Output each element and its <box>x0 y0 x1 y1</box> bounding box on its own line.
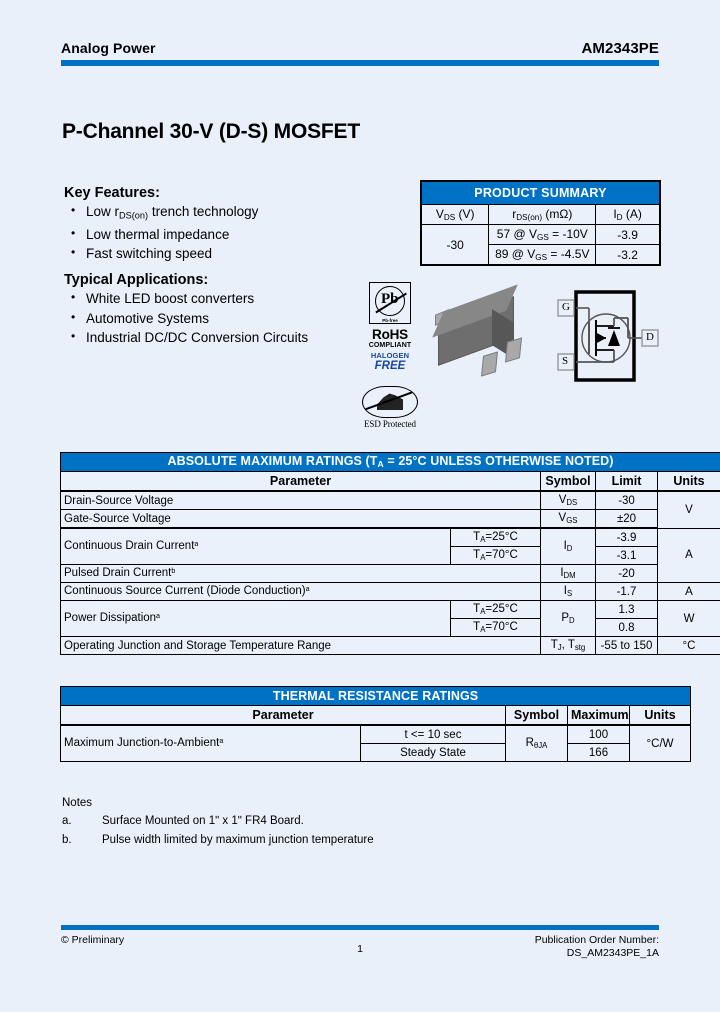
units-c: °C <box>658 637 720 655</box>
publication-order-label: Publication Order Number: <box>534 934 659 946</box>
product-summary-col-rdson: $r_{DS(on)}$ (mΩ) <box>489 205 596 225</box>
free-label: FREE <box>374 360 406 372</box>
list-item <box>64 225 394 244</box>
abs-max-banner: ABSOLUTE MAXIMUM RATINGS ($T_A = 25^\circ C$ UNLESS OTHERWISE NOTED) <box>61 453 720 472</box>
product-summary-col-vds: $V_{DS}$ (V) <box>422 205 489 225</box>
table-header-row <box>61 706 691 726</box>
list-item <box>64 244 394 263</box>
col-units: Units <box>630 706 691 726</box>
col-parameter: Parameter <box>61 472 541 492</box>
footer-left: © Preliminary <box>61 934 125 946</box>
typical-applications-heading: Typical Applications: <box>64 272 209 288</box>
compliant-label: COMPLIANT <box>368 342 412 349</box>
symbol-pd: $P_D$ <box>541 601 596 637</box>
table-row <box>61 565 720 583</box>
product-summary-id-2: -3.2 <box>596 245 660 265</box>
page-header <box>61 40 659 66</box>
esd-label: ESD Protected <box>364 419 416 429</box>
product-summary-id-1: -3.9 <box>596 225 660 245</box>
table-row <box>61 528 720 547</box>
absolute-maximum-ratings-table <box>60 452 705 655</box>
condition-ta70-pd: $T_A=70^\circ C$ <box>451 619 541 637</box>
feature-text: Low r <box>86 204 120 219</box>
feature-subscript: DS(on) <box>119 210 149 221</box>
table-header-row <box>61 472 720 492</box>
company-name: Analog Power <box>61 40 156 56</box>
product-summary-vds-value: -30 <box>422 225 489 265</box>
page-number: 1 <box>357 943 363 955</box>
units-a-2: A <box>658 583 720 601</box>
table-row <box>61 510 720 529</box>
param-continuous-drain-current: Continuous Drain Current$^a$ <box>61 528 451 565</box>
note-item <box>62 812 562 831</box>
limit-vds: -30 <box>596 491 658 510</box>
thermal-banner: THERMAL RESISTANCE RATINGS <box>61 687 691 706</box>
pin-label-drain: D <box>646 331 654 343</box>
limit-id-70: -3.1 <box>596 547 658 565</box>
pb-free-icon: Pb Pb-free <box>369 282 411 324</box>
col-symbol: Symbol <box>541 472 596 492</box>
table-row <box>422 225 660 245</box>
limit-id-25: -3.9 <box>596 528 658 547</box>
param-continuous-source-current: Continuous Source Current (Diode Conduction)$^a$ <box>61 583 541 601</box>
limit-idm: -20 <box>596 565 658 583</box>
table-row <box>61 583 720 601</box>
table-row <box>61 637 720 655</box>
limit-temp-range: -55 to 150 <box>596 637 658 655</box>
product-summary-rdson-2: 89 @ $V_{GS} = -4.5V$ <box>489 245 596 265</box>
page-title: P-Channel 30-V (D-S) MOSFET <box>62 120 360 143</box>
param-operating-junction: Operating Junction and Storage Temperature Range <box>61 637 541 655</box>
limit-is: -1.7 <box>596 583 658 601</box>
table-row <box>61 491 720 510</box>
max-166: 166 <box>568 744 630 762</box>
symbol-vds: $V_{DS}$ <box>541 491 596 510</box>
list-item: • Industrial DC/DC Conversion Circuits <box>64 328 404 348</box>
key-features-heading: Key Features: <box>64 185 160 201</box>
symbol-vgs: $V_{GS}$ <box>541 510 596 529</box>
halogen-label: HALOGEN <box>370 351 410 360</box>
list-item: • Automotive Systems <box>64 309 404 329</box>
max-100: 100 <box>568 725 630 744</box>
param-max-junction-to-ambient: Maximum Junction-to-Ambient$^a$ <box>61 725 361 762</box>
compliance-logos <box>358 282 422 429</box>
note-text: Surface Mounted on 1ʺ x 1ʺ FR4 Board. <box>102 815 304 827</box>
col-units: Units <box>658 472 720 492</box>
feature-text-post: trench technology <box>148 204 259 219</box>
note-text: Pulse width limited by maximum junction temperature <box>102 834 374 846</box>
table-row <box>61 725 691 744</box>
footer-rule <box>61 925 659 930</box>
param-gate-source-voltage: Gate-Source Voltage <box>61 510 541 529</box>
list-item: • White LED boost converters <box>64 289 404 309</box>
key-features-list <box>64 202 394 263</box>
part-number: AM2343PE <box>581 40 659 57</box>
condition-10sec: t <= 10 sec <box>361 725 506 744</box>
pin-label-source: S <box>562 355 569 367</box>
param-pulsed-drain-current: Pulsed Drain Current$^b$ <box>61 565 541 583</box>
feature-text: Fast switching speed <box>86 246 213 262</box>
thermal-resistance-ratings-table <box>60 686 676 762</box>
package-photo-icon <box>430 292 540 384</box>
col-parameter: Parameter <box>61 706 506 726</box>
col-maximum: Maximum <box>568 706 630 726</box>
note-label: a. <box>62 815 72 827</box>
product-summary-rdson-1: 57 @ $V_{GS} = -10V$ <box>489 225 596 245</box>
page-footer <box>61 925 659 960</box>
limit-pd-70: 0.8 <box>596 619 658 637</box>
param-power-dissipation: Power Dissipation$^a$ <box>61 601 451 637</box>
product-summary-table <box>420 180 661 266</box>
symbol-id: $I_D$ <box>541 528 596 565</box>
units-cw: °C/W <box>630 725 691 762</box>
condition-steady-state: Steady State <box>361 744 506 762</box>
col-limit: Limit <box>596 472 658 492</box>
col-symbol: Symbol <box>506 706 568 726</box>
symbol-tj-tstg: $T_J$, $T_{stg}$ <box>541 637 596 655</box>
feature-text: Low thermal impedance <box>86 227 230 243</box>
symbol-idm: $I_{DM}$ <box>541 565 596 583</box>
publication-order-number: DS_AM2343PE_1A <box>566 947 659 959</box>
units-w: W <box>658 601 720 637</box>
condition-ta70-id: $T_A=70^\circ C$ <box>451 547 541 565</box>
param-drain-source-voltage: Drain-Source Voltage <box>61 491 541 510</box>
symbol-is: $I_S$ <box>541 583 596 601</box>
units-a-1: A <box>658 528 720 583</box>
list-item <box>64 202 394 225</box>
schematic-symbol-icon <box>556 288 660 386</box>
rohs-label: RoHS <box>372 327 408 342</box>
typical-applications-list <box>64 289 404 348</box>
limit-pd-25: 1.3 <box>596 601 658 619</box>
esd-block <box>358 386 422 429</box>
header-rule <box>61 60 659 66</box>
typical-applications-block <box>64 272 404 348</box>
limit-vgs: ±20 <box>596 510 658 529</box>
product-summary-col-id: $I_D$ (A) <box>596 205 660 225</box>
note-label: b. <box>62 834 72 846</box>
notes-heading: Notes <box>62 797 93 809</box>
note-item <box>62 831 562 850</box>
units-v: V <box>658 491 720 528</box>
table-row <box>61 601 720 619</box>
key-features-block <box>64 185 394 263</box>
condition-ta25-pd: $T_A=25^\circ C$ <box>451 601 541 619</box>
esd-icon <box>362 386 418 418</box>
symbol-rthja: $R_{\theta JA}$ <box>506 725 568 762</box>
notes-block <box>62 795 562 850</box>
product-summary-title: PRODUCT SUMMARY <box>422 182 660 205</box>
condition-ta25-id: $T_A=25^\circ C$ <box>451 528 541 547</box>
pin-label-gate: G <box>562 301 570 313</box>
